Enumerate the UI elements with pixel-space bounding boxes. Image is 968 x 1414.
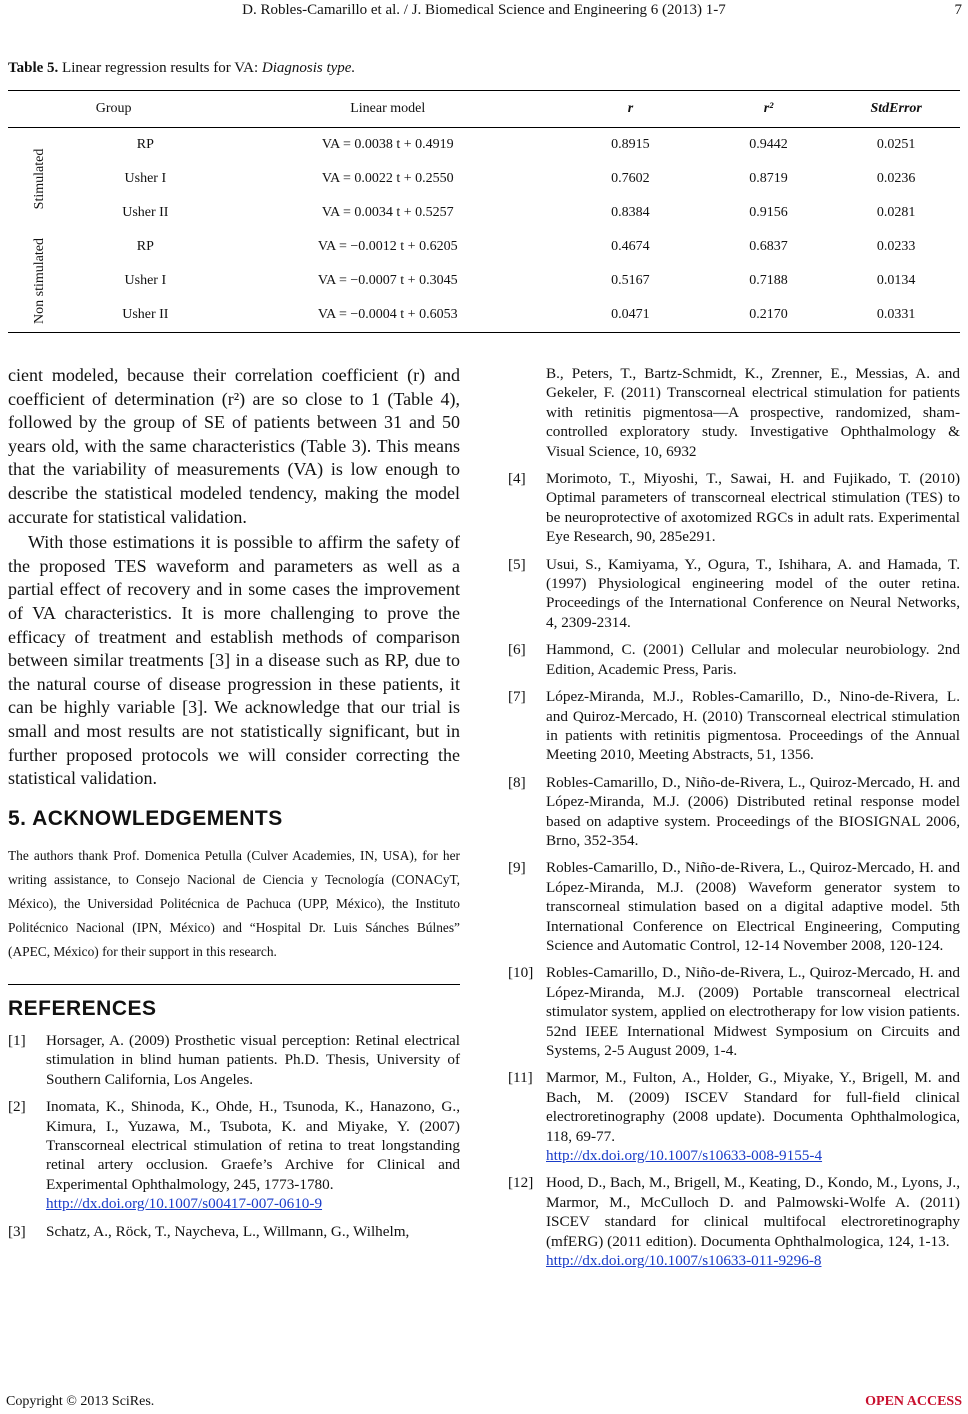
stderror-cell: 0.0236 <box>876 171 916 186</box>
col-header-stderror: StdError <box>832 91 960 128</box>
r2-cell: 0.9442 <box>749 137 788 152</box>
references-heading: REFERENCES <box>8 997 157 1021</box>
r-cell: 0.8915 <box>611 137 650 152</box>
table-row <box>8 196 960 230</box>
open-access-label: OPEN ACCESS <box>865 1394 962 1409</box>
reference-text: Morimoto, T., Miyoshi, T., Sawai, H. and Fujikado, T. (2010) Optimal parameters of transcorneal electrical stimulation (TES) to be neuroprotective of axotomized RGCs in adult rats. Experimental Eye Research, 90, 285e291. <box>546 470 960 546</box>
model-cell: VA = −0.0007 t + 0.3045 <box>317 273 458 288</box>
reference-text: Robles-Camarillo, D., Niño-de-Rivera, L., Quiroz-Mercado, H. and López-Miranda, M.J. (2008) Waveform generator system to transcorneal stimulation based on a digital adaptive model. 5th International Conference on Electrical Engineering, Computing Science and Automatic Control, 12-14 November 2008, 120-124. <box>546 859 960 954</box>
reference-text-block <box>546 1068 960 1165</box>
reference-text: Hammond, C. (2001) Cellular and molecular neurobiology. 2nd Edition, Academic Press, Paris. <box>546 641 960 678</box>
stderror-cell: 0.0134 <box>876 273 916 288</box>
reference-item <box>508 773 960 851</box>
reference-text: Schatz, A., Röck, T., Naycheva, L., Willmann, G., Wilhelm, <box>46 1222 410 1240</box>
reference-text: Marmor, M., Fulton, A., Holder, G., Miyake, Y., Brigell, M. and Bach, M. (2009) ISCEV Standard for full-field clinical electroretinography (2008 update). Documenta Ophthalmologica, 118, 69-77. <box>546 1069 960 1145</box>
reference-text: Hood, D., Bach, M., Brigell, M., Keating, D., Kondo, M., Lyons, J., Marmor, M., McCulloch D. and Palmowski-Wolfe A. (2011) ISCEV standard for clinical multifocal electroretinography (mfERG) (2011 edition). Documenta Ophthalmologica, 124, 1-13. <box>546 1174 960 1250</box>
reference-text: B., Peters, T., Bartz-Schmidt, K., Zrenner, E., Messias, A. and Gekeler, F. (2011) Transcorneal electrical stimulation for patients with retinitis pigmentosa—A prospective, randomized, sham-controlled exploratory study. Investigative Ophthalmology & Visual Science, 10, 6932 <box>546 365 960 460</box>
reference-item <box>508 687 960 765</box>
col-header-r: r <box>556 91 705 128</box>
stderror-cell: 0.0233 <box>876 239 916 254</box>
reference-item <box>8 1222 460 1241</box>
reference-number: [8] <box>508 773 526 791</box>
reference-text-block <box>546 640 960 679</box>
reference-item <box>508 1173 960 1270</box>
reference-number: [5] <box>508 555 526 573</box>
reference-text-block <box>546 469 960 547</box>
right-column <box>508 364 960 1278</box>
r2-cell: 0.9156 <box>749 205 788 220</box>
reference-text: Robles-Camarillo, D., Niño-de-Rivera, L., Quiroz-Mercado, H. and López-Miranda, M.J. (2006) Distributed retinal response model based on adaptive system. Proceedings of the BIOSIGNAL 2006, Brno, 352-354. <box>546 773 960 849</box>
table-row <box>8 128 960 163</box>
model-cell: VA = 0.0034 t + 0.5257 <box>321 205 454 220</box>
r-cell: 0.7602 <box>611 171 650 186</box>
r-cell: 0.8384 <box>611 205 650 220</box>
r-cell: 0.5167 <box>611 273 650 288</box>
reference-item <box>508 469 960 547</box>
reference-number: [3] <box>8 1222 26 1240</box>
reference-text: López-Miranda, M.J., Robles-Camarillo, D., Nino-de-Rivera, L. and Quiroz-Mercado, H. (2010) Transcorneal electrical stimulation in patients with retinitis pigmentosa. Proceedings of the Annual Meeting 2010, Meeting Abstracts, 51, 1356. <box>546 688 960 764</box>
diagnosis-cell: RP <box>136 239 154 254</box>
reference-number: [12] <box>508 1174 534 1192</box>
reference-item <box>508 858 960 955</box>
table-caption-italic: Diagnosis type. <box>261 60 356 76</box>
model-cell: VA = 0.0022 t + 0.2550 <box>321 171 454 186</box>
reference-item <box>8 1097 460 1213</box>
reference-number: [10] <box>508 964 534 982</box>
stderror-cell: 0.0251 <box>876 137 916 152</box>
references-list-right <box>508 364 960 1270</box>
diagnosis-cell: Usher II <box>71 298 219 333</box>
table-caption <box>8 60 355 77</box>
table-row <box>8 264 960 298</box>
reference-number: [6] <box>508 641 526 659</box>
stderror-cell: 0.0281 <box>876 205 916 220</box>
body-paragraph-2: With those estimations it is possible to affirm the safety of the proposed TES waveform and parameters as well as a partial effect of recovery and in some cases the improvement of VA characteristics. It is more challenging to prove the efficacy of treatment and establish methods of comparison between similar treatments [3] in a disease such as RP, due to the natural course of disease progression in these patients, it can be highly variable [3]. We acknowledge that our trial is small and most results are not statistically significant, but in further proposed protocols we will consider correcting the statistical validation. <box>8 532 460 789</box>
reference-text: Usui, S., Kamiyama, Y., Ogura, T., Ishihara, A. and Hamada, T. (1997) Physiological engineering model of the outer retina. Proceedings of the International Conference on Neural Networks, 4, 2309-2314. <box>546 555 960 631</box>
acknowledgements-heading: 5. ACKNOWLEDGEMENTS <box>8 806 283 830</box>
r2-cell: 0.8719 <box>749 171 788 186</box>
body-paragraph-1: cient modeled, because their correlation coefficient (r) and coefficient of determination (r²) are so close to 1 (Table 4), followed by the group of SE of patients between 31 and 50 years old, with the same characteristics (Table 3). This means that the variability of measurements (VA) is low enough to describe the statistical modeled tendency, making the model accurate for statistical validation. <box>8 365 460 527</box>
running-title: D. Robles-Camarillo et al. / J. Biomedical Science and Engineering 6 (2013) 1-7 <box>242 2 726 18</box>
reference-text-block <box>546 963 960 1060</box>
group-label: Stimulated <box>31 148 47 210</box>
copyright-text: Copyright © 2013 SciRes. <box>6 1394 155 1409</box>
reference-text-block <box>546 687 960 765</box>
r2-cell: 0.2170 <box>705 298 833 333</box>
reference-text: Horsager, A. (2009) Prosthetic visual perception: Retinal electrical stimulation in blind human patients. Ph.D. Thesis, University of Southern California, Los Angeles. <box>46 1031 460 1088</box>
regression-table <box>8 90 960 333</box>
reference-text-block <box>546 364 960 461</box>
group-label: Non stimulated <box>31 238 47 324</box>
doi-link[interactable]: http://dx.doi.org/10.1007/s10633-011-9296-8 <box>546 1252 822 1270</box>
reference-number: [7] <box>508 688 526 706</box>
table-row <box>8 162 960 196</box>
running-header <box>0 2 968 24</box>
reference-number <box>508 364 546 461</box>
diagnosis-cell: Usher II <box>122 205 169 220</box>
left-column <box>8 364 460 1249</box>
reference-text: Robles-Camarillo, D., Niño-de-Rivera, L., Quiroz-Mercado, H. and López-Miranda, M.J. (2009) Portable transcorneal electrical stimulator system, applied on electrotherapy for low vision patients. 52nd IEEE International Midwest Symposium on Circuits and Systems, 2-5 August 2009, 1-4. <box>546 964 960 1059</box>
r2-cell: 0.7188 <box>749 273 788 288</box>
model-cell: VA = −0.0012 t + 0.6205 <box>317 239 458 254</box>
reference-item <box>508 364 960 461</box>
stderror-cell: 0.0331 <box>832 298 960 333</box>
reference-text-block <box>46 1031 460 1089</box>
reference-number: [1] <box>8 1031 26 1049</box>
r2-cell: 0.6837 <box>749 239 788 254</box>
diagnosis-cell: Usher I <box>124 171 167 186</box>
page-number: 7 <box>954 2 962 18</box>
acknowledgements-text: The authors thank Prof. Domenica Petulla (Culver Academies, IN, USA), for her writing assistance, to Consejo Nacional de Ciencia y Tecnología (CONACyT, México), the Universidad Politécnica de Pachuca (UPP, México), the Instituto Politécnico Nacional (IPN, México) and “Hospital Dr. Luis Sánches Búlnes” (APEC, México) for their support in this research. <box>8 848 460 960</box>
table-caption-text: Linear regression results for VA: <box>62 60 259 76</box>
col-header-r2: r² <box>705 91 833 128</box>
reference-item <box>508 640 960 679</box>
model-cell: VA = −0.0004 t + 0.6053 <box>219 298 556 333</box>
reference-text: Inomata, K., Shinoda, K., Ohde, H., Tsunoda, K., Hanazono, G., Kimura, I., Yuzawa, M., Tsubota, K. and Miyake, Y. (2007) Transcorneal electrical stimulation of retina to treat longstanding retinal artery occlusion. Graefe’s Archive for Clinical and Experimental Ophthalmology, 245, 1773-1780. <box>46 1098 460 1193</box>
reference-number: [4] <box>508 470 526 488</box>
reference-text-block <box>546 858 960 955</box>
reference-text-block <box>46 1097 460 1213</box>
reference-number: [2] <box>8 1098 26 1116</box>
reference-text-block <box>546 1173 960 1270</box>
r-cell: 0.0471 <box>556 298 705 333</box>
reference-text-block <box>546 773 960 851</box>
col-header-model: Linear model <box>219 91 556 128</box>
group-cell <box>8 230 71 333</box>
doi-link[interactable]: http://dx.doi.org/10.1007/s00417-007-0610-9 <box>46 1195 323 1213</box>
doi-link[interactable]: http://dx.doi.org/10.1007/s10633-008-9155-4 <box>546 1147 823 1165</box>
model-cell: VA = 0.0038 t + 0.4919 <box>321 137 454 152</box>
section-divider <box>8 984 460 985</box>
table-header-row <box>8 91 960 128</box>
reference-number: [9] <box>508 859 526 877</box>
references-list-left <box>8 1031 460 1241</box>
reference-item <box>8 1031 460 1089</box>
diagnosis-cell: RP <box>136 137 154 152</box>
r-cell: 0.4674 <box>611 239 650 254</box>
table-row <box>8 230 960 264</box>
table-row <box>8 298 960 333</box>
col-header-group: Group <box>8 91 219 128</box>
reference-item <box>508 1068 960 1165</box>
reference-item <box>508 963 960 1060</box>
reference-text-block <box>546 555 960 633</box>
diagnosis-cell: Usher I <box>124 273 167 288</box>
group-cell <box>8 128 71 231</box>
reference-item <box>508 555 960 633</box>
table-caption-label: Table 5. <box>8 60 59 76</box>
reference-number: [11] <box>508 1069 533 1087</box>
reference-text-block <box>46 1222 460 1241</box>
